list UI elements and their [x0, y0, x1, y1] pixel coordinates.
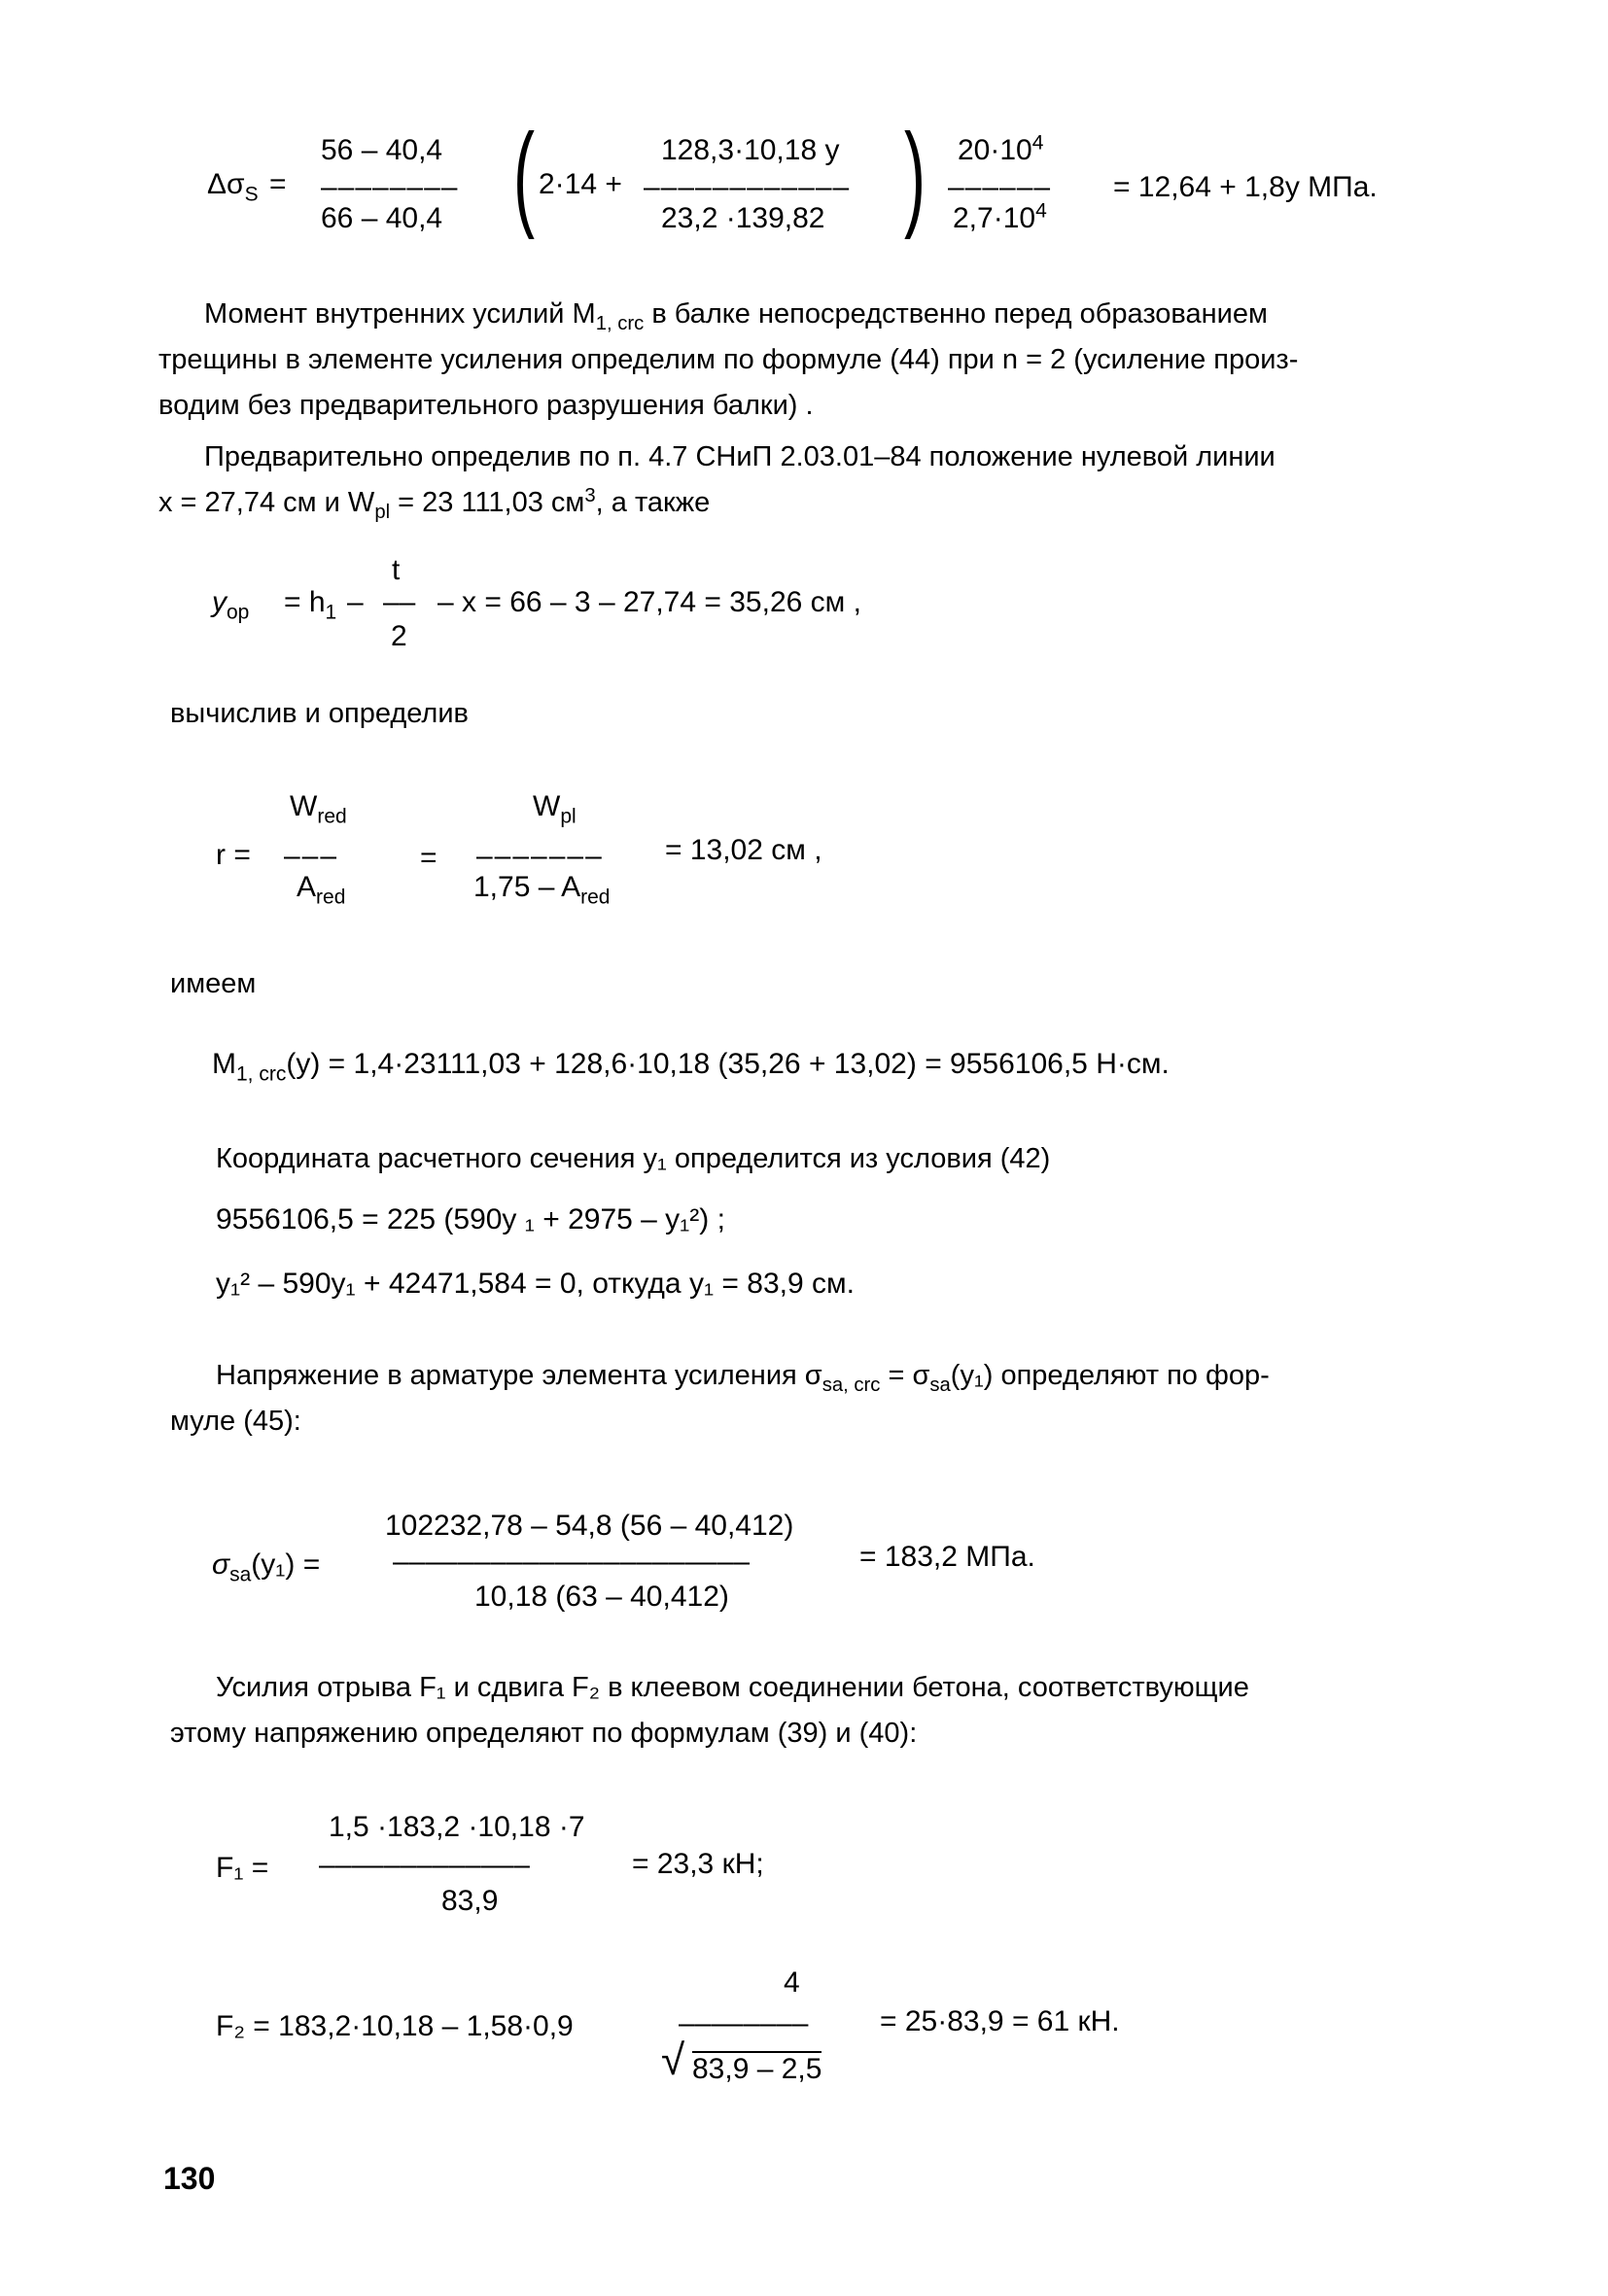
eq-r-lhs: r = — [216, 839, 251, 871]
eq-r-result: = 13,02 см , — [665, 834, 822, 866]
paragraph-stress-line-1: Напряжение в арматуре элемента усиления $\sigma_{sa, crc} = \sigma_{sa}(y_1)$ определяют по фор- — [216, 1360, 1270, 1397]
eq-f2-bar: –––––––– — [679, 2007, 809, 2039]
eq-sigma-den: 10,18 (63 – 40,412) — [474, 1581, 729, 1613]
eq-dsigma-f3-num: $20\cdot 10^4$ — [958, 131, 1044, 166]
eq-f2-radical: √ — [661, 2036, 685, 2084]
paragraph-forces — [170, 1665, 1249, 1757]
eq-dsigma-f1-bar: –––––––– — [321, 171, 459, 203]
paragraph-coordinate: Координата расчетного сечения y₁ определится из условия (42) — [216, 1143, 1051, 1174]
eq-r-f1-num: $W_{red}$ — [290, 790, 347, 828]
eq-dsigma-inner-a: 2·14 + — [539, 168, 622, 200]
eq-yop-rest: – x = 66 – 3 – 27,74 = 35,26 см , — [437, 586, 861, 618]
equation-m1-crc: $M_{1, crc}(y) = 1,4\cdot 23111,03 + 128,6\cdot 10,18$ (35,26 + 13,02) = 9556106,5 H·см. — [212, 1048, 1170, 1086]
eq-f1-num: 1,5 ·183,2 ·10,18 ·7 — [329, 1811, 585, 1843]
paragraph-neutral-line-2: x = 27,74 см и $W_{pl} = 23$ 111,03 $см^3$, а также — [158, 484, 711, 524]
eq-r-f1-bar: ––– — [284, 840, 339, 872]
paragraph-moment-line-1: Момент внутренних усилий $M_{1, crc}$ в балке непосредственно перед образованием — [204, 298, 1268, 335]
paragraph-forces-line-2: этому напряжению определяют по формулам (39) и (40): — [170, 1718, 918, 1749]
eq-dsigma-brace-left: ( — [513, 110, 535, 240]
equation-condition-42: 9556106,5 = 225 (590y ₁ + 2975 – y₁²) ; — [216, 1203, 725, 1235]
paragraph-neutral-line — [158, 435, 1276, 526]
paragraph-moment — [158, 292, 1298, 429]
eq-dsigma-f1-den: 66 – 40,4 — [321, 202, 443, 234]
paragraph-moment-line-2: трещины в элементе усиления определим по формуле (44) при n = 2 (усиление произ- — [158, 344, 1299, 375]
paragraph-stress — [170, 1353, 1270, 1444]
eq-dsigma-f2-bar: –––––––––––– — [644, 171, 851, 203]
eq-f2-lhs: F₂ = 183,2·10,18 – 1,58·0,9 — [216, 2010, 574, 2042]
eq-dsigma-brace-right: ) — [904, 110, 926, 240]
eq-dsigma-result: = 12,64 + 1,8y МПа. — [1113, 171, 1378, 203]
eq-dsigma-f2-num: 128,3·10,18 y — [661, 134, 840, 166]
eq-r-f1-den: $A_{red}$ — [297, 871, 346, 909]
eq-dsigma-equals: = — [269, 168, 287, 200]
eq-yop-h1: = $h_1$ — [284, 586, 337, 624]
eq-r-f2-bar: ––––––– — [476, 840, 604, 872]
eq-dsigma-lhs: $\Delta\sigma_S$ — [207, 168, 259, 206]
eq-f2-result: = 25·83,9 = 61 кН. — [880, 2005, 1120, 2037]
eq-sigma-result: = 183,2 МПа. — [859, 1541, 1035, 1573]
eq-dsigma-f3-den: $2,7\cdot 10^4$ — [953, 199, 1047, 234]
eq-dsigma-f3-bar: –––––– — [948, 171, 1052, 203]
text-we-have: имеем — [170, 968, 257, 999]
eq-dsigma-f2-den: 23,2 ·139,82 — [661, 202, 825, 234]
eq-r-f2-num: $W_{pl}$ — [533, 790, 577, 828]
eq-sigma-num: 102232,78 – 54,8 (56 – 40,412) — [385, 1510, 794, 1542]
paragraph-stress-line-2: муле (45): — [170, 1406, 301, 1437]
paragraph-forces-line-1: Усилия отрыва F₁ и сдвига F₂ в клеевом соединении бетона, соответствующие — [216, 1672, 1249, 1703]
eq-r-equals: = — [420, 842, 437, 874]
paragraph-neutral-line-1: Предварительно определив по п. 4.7 СНиП 2.03.01–84 положение нулевой линии — [204, 441, 1276, 472]
eq-f1-lhs: F₁ = — [216, 1852, 269, 1884]
eq-yop-lhs: $y_{op}$ — [212, 586, 250, 624]
equation-quadratic-y1: y₁² – 590y₁ + 42471,584 = 0, откуда y₁ = 83,9 см. — [216, 1268, 855, 1300]
eq-yop-t-num: t — [392, 554, 401, 586]
eq-f2-den: 83,9 – 2,5 — [692, 2053, 822, 2085]
page-number: 130 — [163, 2161, 216, 2196]
eq-f1-bar: ––––––––––––– — [319, 1849, 530, 1881]
eq-dsigma-f1-num: 56 – 40,4 — [321, 134, 443, 166]
text-computing: вычислив и определив — [170, 698, 469, 729]
eq-yop-minus: – — [347, 586, 364, 618]
eq-r-f2-den: $1,75 - A_{red}$ — [473, 871, 611, 909]
eq-f1-result: = 23,3 кН; — [632, 1848, 764, 1880]
eq-f1-den: 83,9 — [441, 1885, 499, 1917]
eq-sigma-lhs: $\sigma_{sa}(y_1)$ = — [212, 1548, 321, 1586]
eq-f2-num: 4 — [784, 1966, 800, 1999]
eq-yop-t-bar: –– — [383, 586, 416, 618]
eq-sigma-bar: –––––––––––––––––––––– — [393, 1546, 751, 1578]
eq-yop-t-den: 2 — [391, 620, 407, 652]
paragraph-moment-line-3: водим без предварительного разрушения балки) . — [158, 390, 814, 421]
